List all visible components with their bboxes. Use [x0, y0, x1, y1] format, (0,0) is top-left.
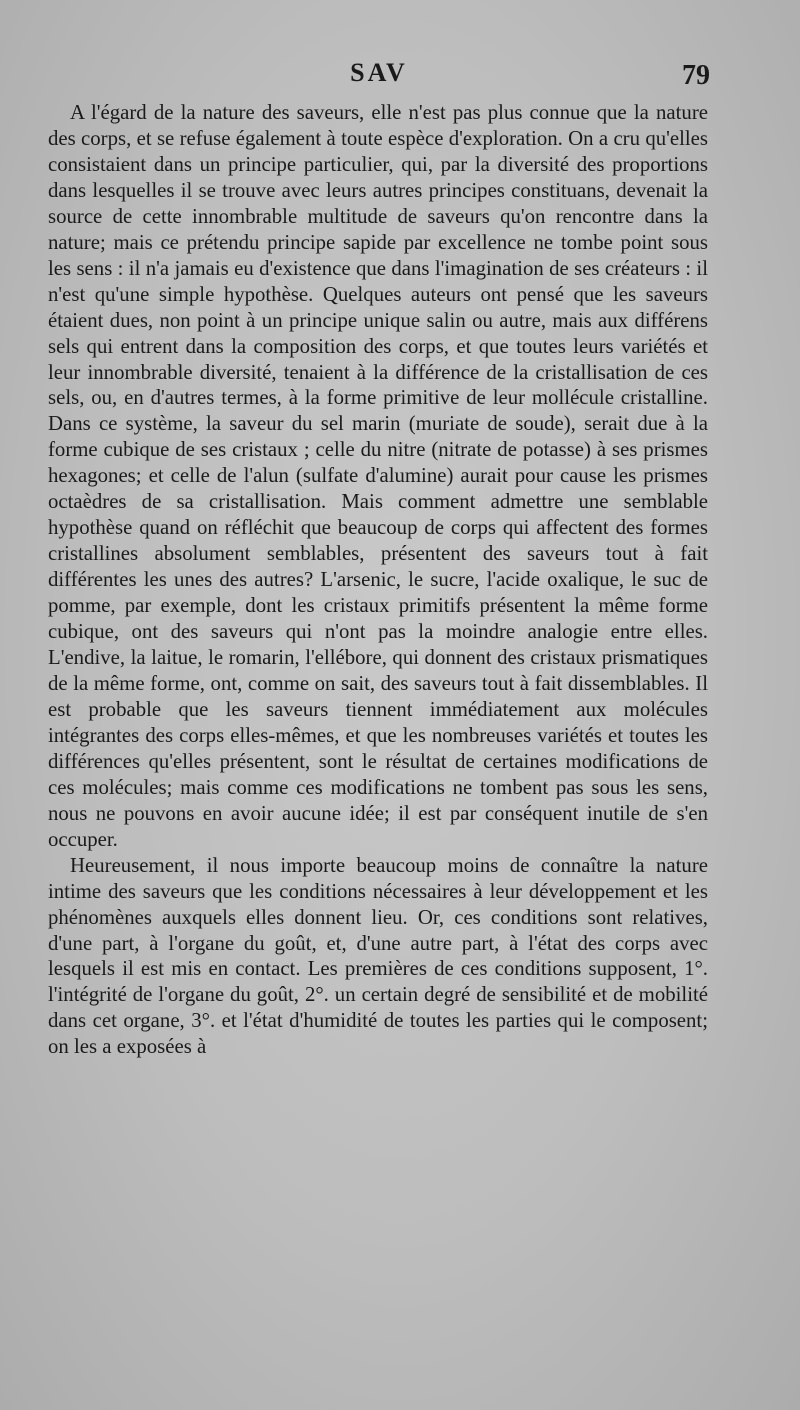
page-header [48, 58, 710, 98]
running-head: SAV [350, 58, 408, 87]
paragraph: A l'égard de la nature des saveurs, elle n'est pas plus connue que la nature des corps, et se refuse également à toute espèce d'exploration. On a cru qu'elles consistaient dans un principe particulier, qui, par la diversité des proportions dans lesquelles il se trouve avec leurs autres principes constituans, devenait la source de cette innombrable multitude de saveurs qu'on rencontre dans la nature; mais ce prétendu principe sapide par excellence ne tombe point sous les sens : il n'a jamais eu d'existence que dans l'imagination de ses créateurs : il n'est qu'une simple hypothèse. Quelques auteurs ont pensé que les saveurs étaient dues, non point à un principe unique salin ou autre, mais aux différens sels qui entrent dans la composition des corps, et que toutes leurs variétés et leur innombrable diversité, tenaient à la différence de la cristallisation de ces sels, ou, en d'autres termes, à la forme primitive de leur mollécule cristalline. Dans ce système, la saveur du sel marin (muriate de soude), serait due à la forme cubique de ses cristaux ; celle du nitre (nitrate de potasse) à ses prismes hexagones; et celle de l'alun (sulfate d'alumine) aurait pour cause les prismes octaèdres de sa cristallisation. Mais comment admettre une semblable hypothèse quand on réfléchit que beaucoup de corps qui affectent des formes cristallines absolument semblables, présentent des saveurs tout à fait différentes les unes des autres? L'arsenic, le sucre, l'acide oxalique, le suc de pomme, par exemple, dont les cristaux primitifs présentent la même forme cubique, ont des saveurs qui n'ont pas la moindre analogie entre elles. L'endive, la laitue, le romarin, l'ellébore, qui donnent des cristaux prismatiques de la même forme, ont, comme on sait, des saveurs tout à fait dissemblables. Il est probable que les saveurs tiennent immédiatement aux molécules intégrantes des corps elles-mêmes, et que les nombreuses variétés et toutes les différences qu'elles présentent, sont le résultat de certaines modifications de ces molécules; mais comme ces modifications ne tombent pas sous les sens, nous ne pouvons en avoir aucune idée; il est par conséquent inutile de s'en occuper. [48, 101, 708, 851]
page-number: 79 [682, 60, 710, 91]
body-text [48, 100, 708, 1060]
paragraph: Heureusement, il nous importe beaucoup moins de connaître la nature intime des saveurs que les conditions nécessaires à leur développement et les phénomènes auxquels elles donnent lieu. Or, ces conditions sont relatives, d'une part, à l'organe du goût, et, d'une autre part, à l'état des corps avec lesquels il est mis en contact. Les premières de ces conditions supposent, 1°. l'intégrité de l'organe du goût, 2°. un certain degré de sensibilité et de mobilité dans cet organe, 3°. et l'état d'humidité de toutes les parties qui le composent; on les a exposées à [48, 853, 708, 1059]
